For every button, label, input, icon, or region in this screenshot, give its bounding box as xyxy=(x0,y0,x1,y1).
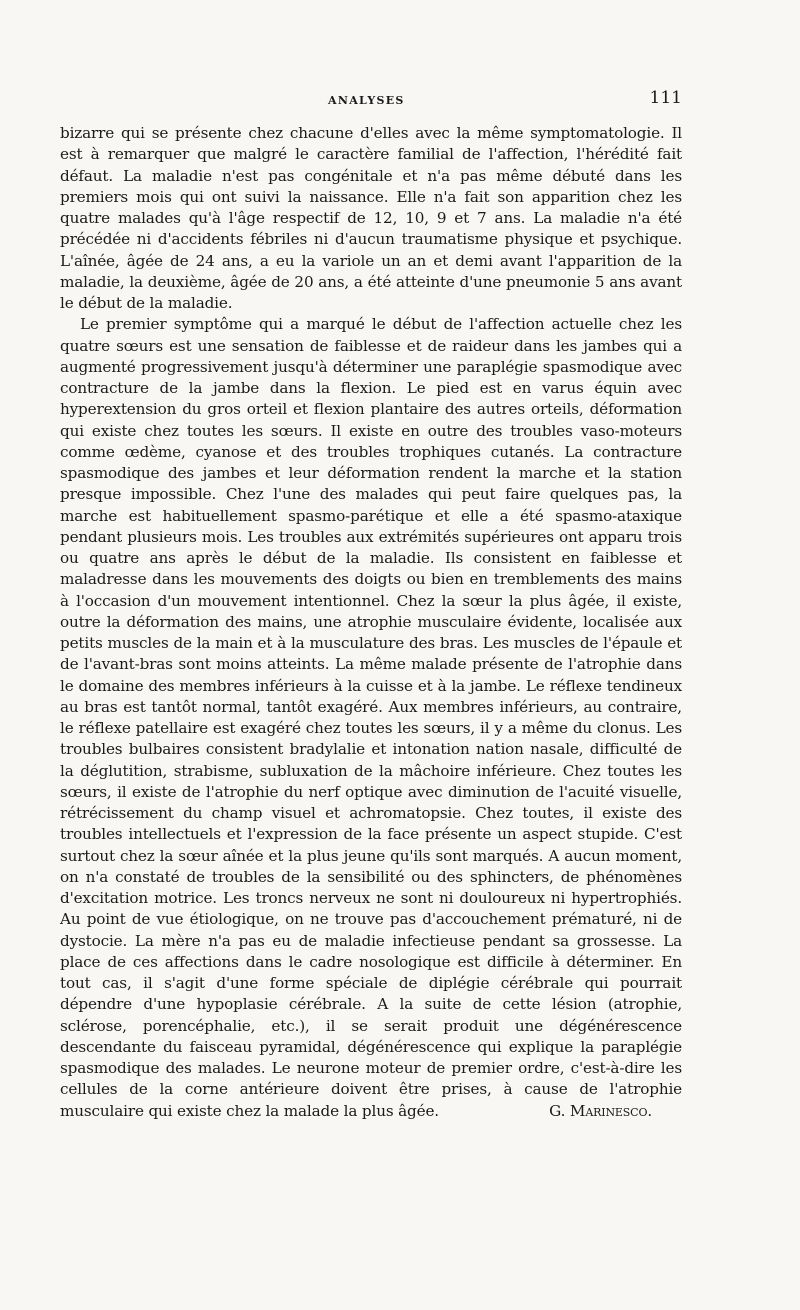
page-number: 111 xyxy=(649,88,682,108)
paragraph-symptoms-text: Le premier symptôme qui a marqué le début de l'affection actuelle chez les quatre sœurs est une sensation de faiblesse et de raideur dans les jambes qui a augmenté progressivement jusqu'à déterminer une paraplégie spasmodique avec contracture de la jambe dans la flexion. Le pied est en varus équin avec hyperextension du gros orteil et flexion plantaire des autres orteils, déformation qui existe chez toutes les sœurs. Il existe en outre des troubles vaso-moteurs comme œdème, cyanose et des troubles trophiques cutanés. La contracture spasmodique des jambes et leur déformation rendent la marche et la station presque impossible. Chez l'une des malades qui peut faire quelques pas, la marche est habituellement spasmo-parétique et elle a été spasmo-ataxique pendant plusieurs mois. Les troubles aux extrémités supérieures ont apparu trois ou quatre ans après le début de la maladie. Ils consistent en faiblesse et maladresse dans les mouvements des doigts ou bien en tremblements des mains à l'occasion d'un mouvement intentionnel. Chez la sœur la plus âgée, il existe, outre la déformation des mains, une atrophie musculaire évidente, localisée aux petits muscles de la main et à la musculature des bras. Les muscles de l'épaule et de l'avant-bras sont moins atteints. La même malade présente de l'atrophie dans le domaine des membres inférieurs à la cuisse et à la jambe. Le réflexe tendineux au bras est tantôt normal, tantôt exagéré. Aux membres inférieurs, au contraire, le réflexe patellaire est exagéré chez toutes les sœurs, il y a même du clonus. Les troubles bulbaires consistent bradylalie et intonation nation nasale, difficulté de la déglutition, strabisme, subluxation de la mâchoire inférieure. Chez toutes les sœurs, il existe de l'atrophie du nerf optique avec diminution de l'acuité visuelle, rétrécissement du champ visuel et achromatopsie. Chez toutes, il existe des troubles intellectuels et l'expression de la face présente un aspect stupide. C'est surtout chez la sœur aînée et la plus jeune qu'ils sont marqués. A aucun moment, on n'a constaté de troubles de la sensibilité ou des sphincters, de phénomènes d'excitation motrice. Les troncs nerveux ne sont ni douloureux ni hypertrophiés. Au point de vue étiologique, on ne trouve pas d'accouchement prématuré, ni de dystocie. La mère n'a pas eu de maladie infectieuse pendant sa grossesse. La place de ces affections dans le cadre nosologique est difficile à déterminer. En tout cas, il s'agit d'une forme spéciale de diplégie cérébrale qui pourrait dépendre d'une hypoplasie cérébrale. A la suite de cette lésion (atrophie, sclérose, porencéphalie, etc.), il se serait produit une dégénérescence descendante du faisceau pyramidal, dégénérescence qui explique la paraplégie spasmodique des malades. Le neurone moteur de premier ordre, c'est-à-dire les cellules de la corne antérieure doivent être prises, à cause de l'atrophie musculaire qui existe chez la malade la plus âgée. xyxy=(60,315,682,1120)
author-signature: G. Marinesco. xyxy=(549,1101,652,1120)
page-header xyxy=(60,88,682,114)
paragraph-symptoms xyxy=(60,314,682,1122)
paragraph-continuation: bizarre qui se présente chez chacune d'elles avec la même symptomatologie. Il est à remarquer que malgré le caractère familial de l'affection, l'hérédité fait défaut. La maladie n'est pas congénitale et n'a pas même débuté dans les premiers mois qui ont suivi la naissance. Elle n'a fait son apparition chez les quatre malades qu'à l'âge respectif de 12, 10, 9 et 7 ans. La maladie n'a été précédée ni d'accidents fébriles ni d'aucun traumatisme physique et psychique. L'aînée, âgée de 24 ans, a eu la variole un an et demi avant l'apparition de la maladie, la deuxième, âgée de 20 ans, a été atteinte d'une pneumonie 5 ans avant le début de la maladie. xyxy=(60,124,682,312)
article-body xyxy=(60,123,682,1122)
running-title: ANALYSES xyxy=(328,94,405,107)
